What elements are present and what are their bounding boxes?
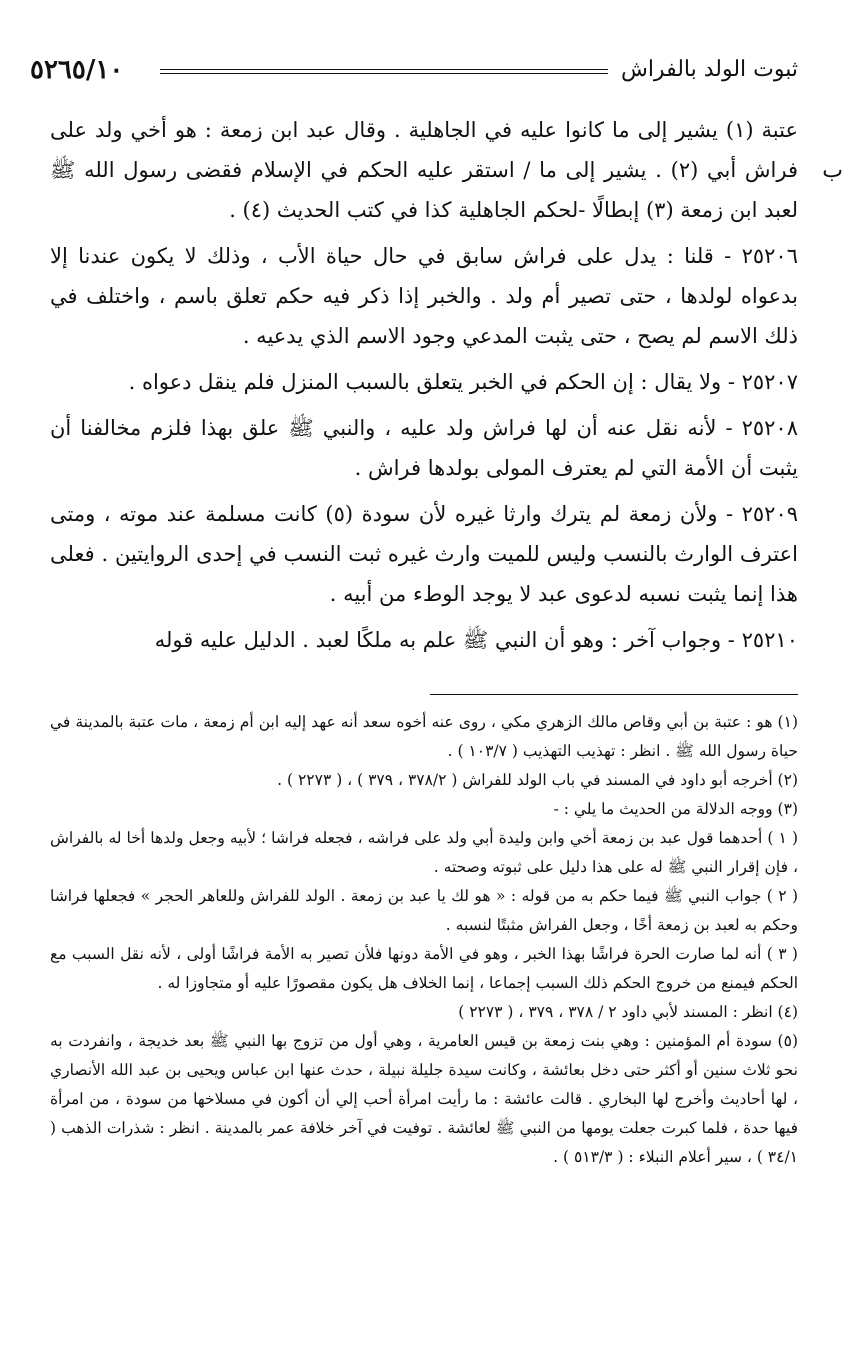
margin-folio-mark: ب: [822, 158, 843, 183]
footnote-3: (٣) ووجه الدلالة من الحديث ما يلي : -: [553, 800, 798, 818]
footnote-separator: [430, 694, 798, 695]
footnote-3-point-2: ( ٢ ) جواب النبي ﷺ فيما حكم به من قوله : « هو لك يا عبد بن زمعة . الولد للفراش وللعاهر الحجر » فجعلها فراشا وحكم به لعبد بن زمعة أخًا ، وجعل الفراش مثبتًا لنسبه .: [50, 887, 798, 934]
footnote-5: (٥) سودة أم المؤمنين : وهي بنت زمعة بن قيس العامرية ، وهي أول من تزوج بها النبي ﷺ بعد خديجة ، وانفردت به نحو ثلاث سنين أو أكثر حتى دخل بعائشة ، وكانت سيدة جليلة نبيلة ، حدث عنها ابن عباس ويحيى بن عبد الله الأنصاري ، لها أحاديث وأخرج لها البخاري . قالت عائشة : ما رأيت امرأة أحب إلي أن أكون في مسلاخها من سودة ، من امرأة فيها حدة ، فلما كبرت جعلت يومها من النبي ﷺ لعائشة . توفيت في آخر خلافة عمر بالمدينة . انظر : شذرات الذهب ( ٣٤/١ ) ، سير أعلام النبلاء : ( ٥١٣/٣ ) .: [50, 1032, 798, 1166]
footnote-2: (٢) أخرجه أبو داود في المسند في باب الولد للفراش ( ٣٧٨/٢ ، ٣٧٩ ) ، ( ٢٢٧٣ ) .: [277, 771, 798, 789]
footnote-4: (٤) انظر : المسند لأبي داود ٢ / ٣٧٨ ، ٣٧٩ ، ( ٢٢٧٣ ): [458, 1003, 798, 1021]
page-header: [30, 55, 798, 95]
header-rule: [160, 69, 608, 74]
main-text: [50, 110, 798, 666]
paragraph-25209: ٢٥٢٠٩ - ولأن زمعة لم يترك وارثا غيره لأن سودة (٥) كانت مسلمة عند موته ، ومتى اعترف الوارث بالنسب وليس للميت وارث غيره ثبت النسب في إحدى الروايتين . فعلى هذا إنما يثبت نسبه لدعوى عبد لا يوجد الوطء من أبيه .: [50, 502, 799, 606]
running-title: ثبوت الولد بالفراش: [620, 57, 798, 82]
paragraph-25206: ٢٥٢٠٦ - قلنا : يدل على فراش سابق في حال حياة الأب ، وذلك لا يكون عندنا إلا بدعواه لولدها ، حتى تصير أم ولد . والخبر إذا ذكر فيه حكم تعلق باسم ، واختلف في ذلك الاسم لم يصح ، حتى يثبت المدعي وجود الاسم الذي يدعيه .: [50, 244, 798, 348]
paragraph-25208: ٢٥٢٠٨ - لأنه نقل عنه أن لها فراش ولد عليه ، والنبي ﷺ علق بهذا فلزم مخالفنا أن يثبت أن الأمة التي لم يعترف المولى بولدها فراش .: [50, 416, 798, 480]
footnote-3-point-1: ( ١ ) أحدهما قول عبد بن زمعة أخي وابن وليدة أبي ولد على فراشه ، فجعله فراشا ؛ لأبيه وجعل ولدها أخا له بالفراش ، فإن إقرار النبي ﷺ له على هذا دليل على ثبوته وصحته .: [50, 829, 798, 876]
paragraph-intro: عتبة (١) يشير إلى ما كانوا عليه في الجاهلية . وقال عبد ابن زمعة : هو أخي ولد على فراش أبي (٢) . يشير إلى ما / استقر عليه الحكم في الإسلام فقضى رسول الله ﷺ لعبد ابن زمعة (٣) إبطالًا -لحكم الجاهلية كذا في كتب الحديث (٤) .: [50, 118, 798, 222]
footnote-1: (١) هو : عتبة بن أبي وقاص مالك الزهري مكي ، روى عنه أخوه سعد أنه عهد إليه ابن أم زمعة ، مات عتبة بالمدينة في حياة رسول الله ﷺ . انظر : تهذيب التهذيب ( ١٠٣/٧ ) .: [50, 713, 798, 760]
paragraph-25210: ٢٥٢١٠ - وجواب آخر : وهو أن النبي ﷺ علم به ملكًا لعبد . الدليل عليه قوله: [154, 628, 798, 652]
paragraph-25207: ٢٥٢٠٧ - ولا يقال : إن الحكم في الخبر يتعلق بالسبب المنزل فلم ينقل دعواه .: [128, 370, 798, 394]
page-number: ٥٢٦٥/١٠: [30, 55, 124, 85]
footnotes: [50, 708, 798, 1172]
footnote-3-point-3: ( ٣ ) أنه لما صارت الحرة فراشًا بهذا الخبر ، وهو في الأمة دونها فلأن تصير به الأمة فراشًا أولى ، لأنه نقل السبب مع الحكم فيمنع من خروج الحكم ذلك السبب إجماعا ، إنما الخلاف هل يكون مقصورًا عليه أو متجاوزا له .: [50, 945, 798, 992]
